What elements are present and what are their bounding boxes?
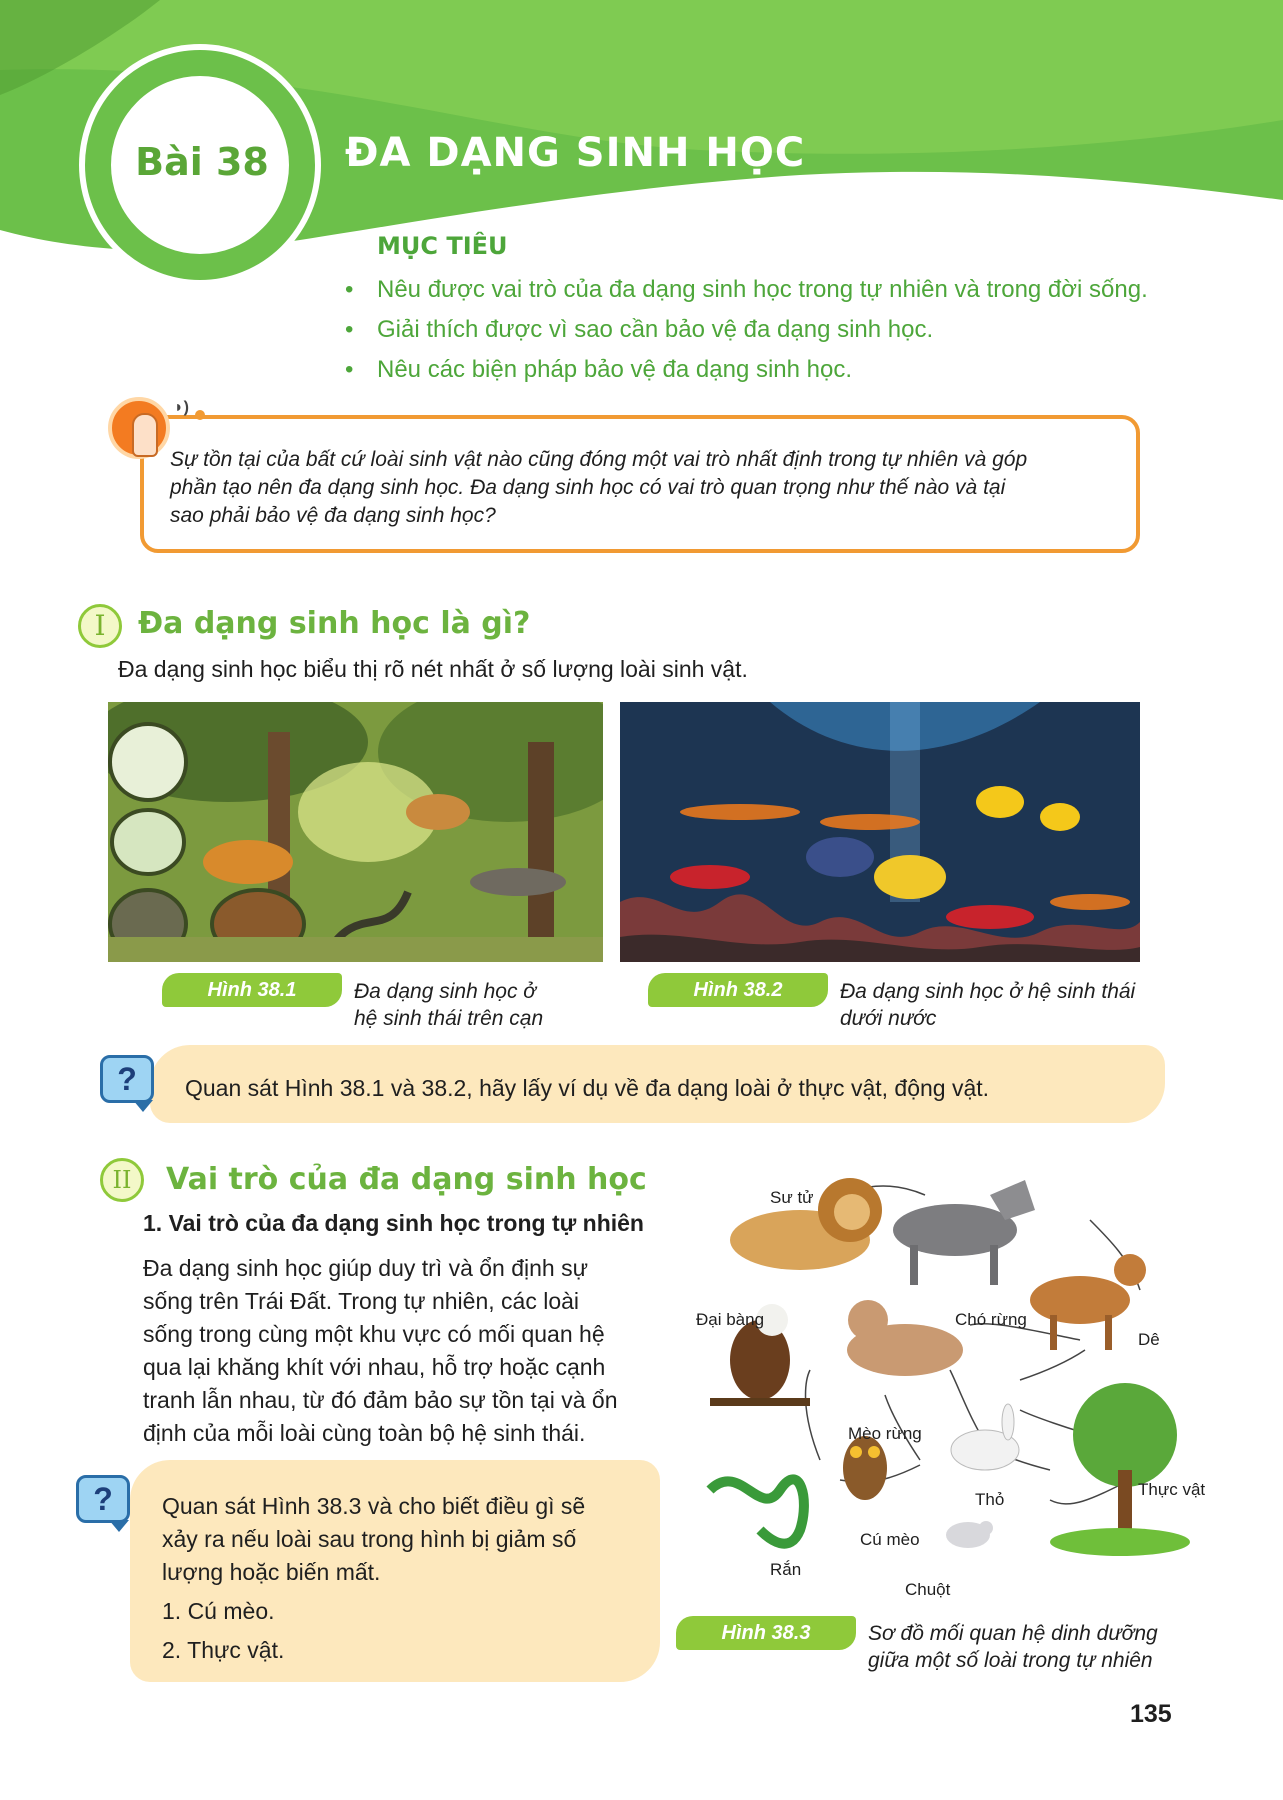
caption-line: giữa một số loài trong tự nhiên bbox=[868, 1649, 1153, 1672]
label-eagle: Đại bàng bbox=[696, 1310, 765, 1329]
forest-ecosystem-image bbox=[108, 702, 603, 962]
section-text: Đa dạng sinh học biểu thị rõ nét nhất ở số lượng loài sinh vật. bbox=[118, 656, 748, 682]
plant-illustration bbox=[1050, 1383, 1190, 1556]
question-line: xảy ra nếu loài sau trong hình bị giảm số bbox=[162, 1526, 577, 1552]
objectives-list bbox=[345, 270, 1245, 390]
wildcat-illustration bbox=[847, 1300, 963, 1376]
caption-line: dưới nước bbox=[840, 1007, 937, 1030]
intro-line: Sự tồn tại của bất cứ loài sinh vật nào cũng đóng một vai trò nhất định trong tự nhiên và góp bbox=[170, 448, 1028, 471]
question-item: 2. Thực vật. bbox=[162, 1637, 285, 1663]
owl-illustration bbox=[843, 1436, 887, 1500]
rabbit-illustration bbox=[951, 1404, 1019, 1470]
ocean-illustration bbox=[620, 702, 1140, 962]
figure-tag: Hình 38.3 bbox=[676, 1616, 856, 1650]
goat-illustration bbox=[1030, 1254, 1146, 1350]
objective-item: • Nêu được vai trò của đa dạng sinh học trong tự nhiên và trong đời sống. bbox=[345, 270, 1245, 310]
caption-line: Đa dạng sinh học ở bbox=[354, 980, 536, 1003]
figure-caption bbox=[868, 1620, 1158, 1674]
paragraph-line: sống trong cùng một khu vực có mối quan hệ bbox=[143, 1321, 605, 1347]
lesson-title: ĐA DẠNG SINH HỌC bbox=[345, 130, 806, 176]
figure-caption bbox=[840, 978, 1135, 1032]
paragraph-line: sống trên Trái Đất. Trong tự nhiên, các loài bbox=[143, 1288, 580, 1314]
caption-line: hệ sinh thái trên cạn bbox=[354, 1007, 544, 1030]
sound-icon: ◗) bbox=[174, 399, 189, 416]
question-item: 1. Cú mèo. bbox=[162, 1598, 275, 1624]
wolf-illustration bbox=[893, 1180, 1035, 1285]
paragraph-line: tranh lẫn nhau, từ đó đảm bảo sự tồn tại và ổn bbox=[143, 1387, 618, 1413]
figure-tag: Hình 38.1 bbox=[162, 973, 342, 1007]
label-wolf: Chó rừng bbox=[955, 1310, 1027, 1329]
label-mouse: Chuột bbox=[905, 1580, 951, 1599]
decor-dot bbox=[195, 410, 205, 420]
caption-line: Sơ đồ mối quan hệ dinh dưỡng bbox=[868, 1622, 1158, 1645]
question-text: Quan sát Hình 38.1 và 38.2, hãy lấy ví dụ về đa dạng loài ở thực vật, động vật. bbox=[185, 1075, 990, 1101]
question-text bbox=[162, 1490, 642, 1667]
intro-line: phần tạo nên đa dạng sinh học. Đa dạng sinh học có vai trò quan trọng như thế nào và tại bbox=[170, 476, 1006, 499]
ocean-ecosystem-image bbox=[620, 702, 1140, 962]
lesson-number: Bài 38 bbox=[135, 140, 269, 184]
objective-item: • Nêu các biện pháp bảo vệ đa dạng sinh học. bbox=[345, 350, 1245, 390]
section-number: II bbox=[100, 1158, 144, 1202]
label-rabbit: Thỏ bbox=[975, 1490, 1005, 1509]
section-paragraph bbox=[143, 1252, 673, 1450]
forest-illustration bbox=[108, 702, 603, 962]
mouse-illustration bbox=[946, 1521, 993, 1548]
label-lion: Sư tử bbox=[770, 1188, 814, 1207]
paragraph-line: định của mỗi loài cùng toàn bộ hệ sinh thái. bbox=[143, 1420, 586, 1446]
question-icon: ? bbox=[100, 1055, 154, 1103]
objectives-heading: MỤC TIÊU bbox=[377, 232, 508, 260]
section-title: Đa dạng sinh học là gì? bbox=[138, 606, 531, 641]
question-icon: ? bbox=[76, 1475, 130, 1523]
paragraph-line: Đa dạng sinh học giúp duy trì và ổn định sự bbox=[143, 1255, 589, 1281]
section-number: I bbox=[78, 604, 122, 648]
label-owl: Cú mèo bbox=[860, 1530, 920, 1549]
hand-icon bbox=[132, 413, 158, 457]
label-snake: Rắn bbox=[770, 1560, 802, 1579]
intro-text bbox=[170, 446, 1130, 530]
figure-caption bbox=[354, 978, 543, 1032]
question-line: Quan sát Hình 38.3 và cho biết điều gì sẽ bbox=[162, 1493, 586, 1519]
food-web-diagram bbox=[690, 1160, 1230, 1610]
caption-line: Đa dạng sinh học ở hệ sinh thái bbox=[840, 980, 1136, 1003]
label-plant: Thực vật bbox=[1138, 1480, 1206, 1499]
audio-tap-icon[interactable] bbox=[108, 397, 189, 459]
intro-line: sao phải bảo vệ đa dạng sinh học? bbox=[170, 504, 496, 527]
subsection-heading: 1. Vai trò của đa dạng sinh học trong tự nhiên bbox=[143, 1210, 644, 1236]
label-goat: Dê bbox=[1138, 1330, 1160, 1349]
objective-item: • Giải thích được vì sao cần bảo vệ đa dạng sinh học. bbox=[345, 310, 1245, 350]
section-title: Vai trò của đa dạng sinh học bbox=[166, 1162, 647, 1197]
page-number: 135 bbox=[1130, 1700, 1172, 1728]
label-wildcat: Mèo rừng bbox=[848, 1424, 922, 1443]
paragraph-line: qua lại khăng khít với nhau, hỗ trợ hoặc cạnh bbox=[143, 1354, 606, 1380]
snake-illustration bbox=[710, 1479, 804, 1543]
question-line: lượng hoặc biến mất. bbox=[162, 1559, 381, 1585]
figure-tag: Hình 38.2 bbox=[648, 973, 828, 1007]
